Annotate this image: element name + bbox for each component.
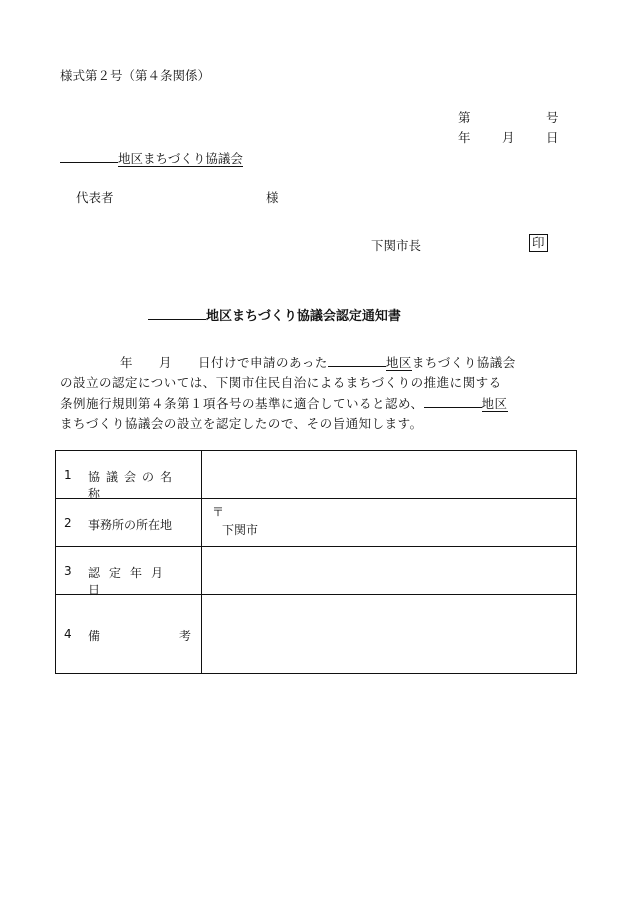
address-city: 下関市 [222,523,259,537]
honorific: 様 [266,190,279,205]
date-day: 日 [546,130,559,145]
row-label-text [88,564,191,598]
table-row [56,547,577,595]
row-number: 4 [64,627,72,641]
addressee-council-text: 地区まちづくり協議会 [118,151,243,166]
issue-number-suffix: 号 [546,110,559,125]
postal-mark: 〒 [212,505,225,519]
form-number: 様式第２号（第４条関係） [60,68,211,83]
body-line-4: まちづくり協議会の設立を認定したので、その旨通知します。 [60,416,423,431]
body-council-2: 地区 [481,396,508,411]
issue-number-prefix: 第 [458,110,471,125]
value-remarks[interactable] [202,595,577,674]
body-line-1 [60,352,560,373]
row-label-remarks [56,595,202,674]
body-line-3 [60,393,560,414]
seal-mark: 印 [529,234,548,252]
row-label-council-name [56,451,202,499]
body-line1-tail: まちづくり協議会 [411,355,516,370]
body-paragraph [60,352,560,434]
title-text: 地区まちづくり協議会認定通知書 [206,309,401,324]
label-remarks-start: 備 [88,629,101,643]
date-year: 年 [458,130,471,145]
value-approval-date[interactable] [202,547,577,595]
label-approval-date: 認定年月日 [88,566,173,597]
body-line3-text: 条例施行規則第４条第１項各号の基準に適合していると認め、 [60,396,424,411]
body-council-blank-1 [328,352,386,367]
table-row [56,595,577,674]
row-number: 1 [64,468,72,482]
representative-label: 代表者 [76,190,114,205]
label-office-address: 事務所の所在地 [88,518,173,532]
body-line-2: の設立の認定については、下関市住民自治によるまちづくりの推進に関する [60,375,502,390]
row-label-text [88,627,191,644]
label-council-name: 協議会の名称 [88,470,179,501]
body-council-blank-2 [424,393,482,408]
label-remarks-end: 考 [178,629,191,643]
info-table [55,450,577,674]
row-number: 3 [64,564,72,578]
row-label-approval-date [56,547,202,595]
addressee-council-prefix [118,151,243,167]
row-label-text [88,516,191,533]
council-name-blank [60,148,118,163]
body-council-1: 地区 [385,355,412,370]
title-council-blank [148,305,206,320]
table-row [56,451,577,499]
value-office-address[interactable] [202,499,577,547]
sender-name: 下関市長 [371,238,422,253]
document-title [148,305,401,324]
date-month: 月 [502,130,515,145]
addressee-council [60,148,243,167]
body-date-phrase: 年 月 日付けで申請のあった [120,355,328,370]
value-council-name[interactable] [202,451,577,499]
table-row [56,499,577,547]
row-label-text [88,468,191,502]
row-number: 2 [64,516,72,530]
row-label-office-address [56,499,202,547]
